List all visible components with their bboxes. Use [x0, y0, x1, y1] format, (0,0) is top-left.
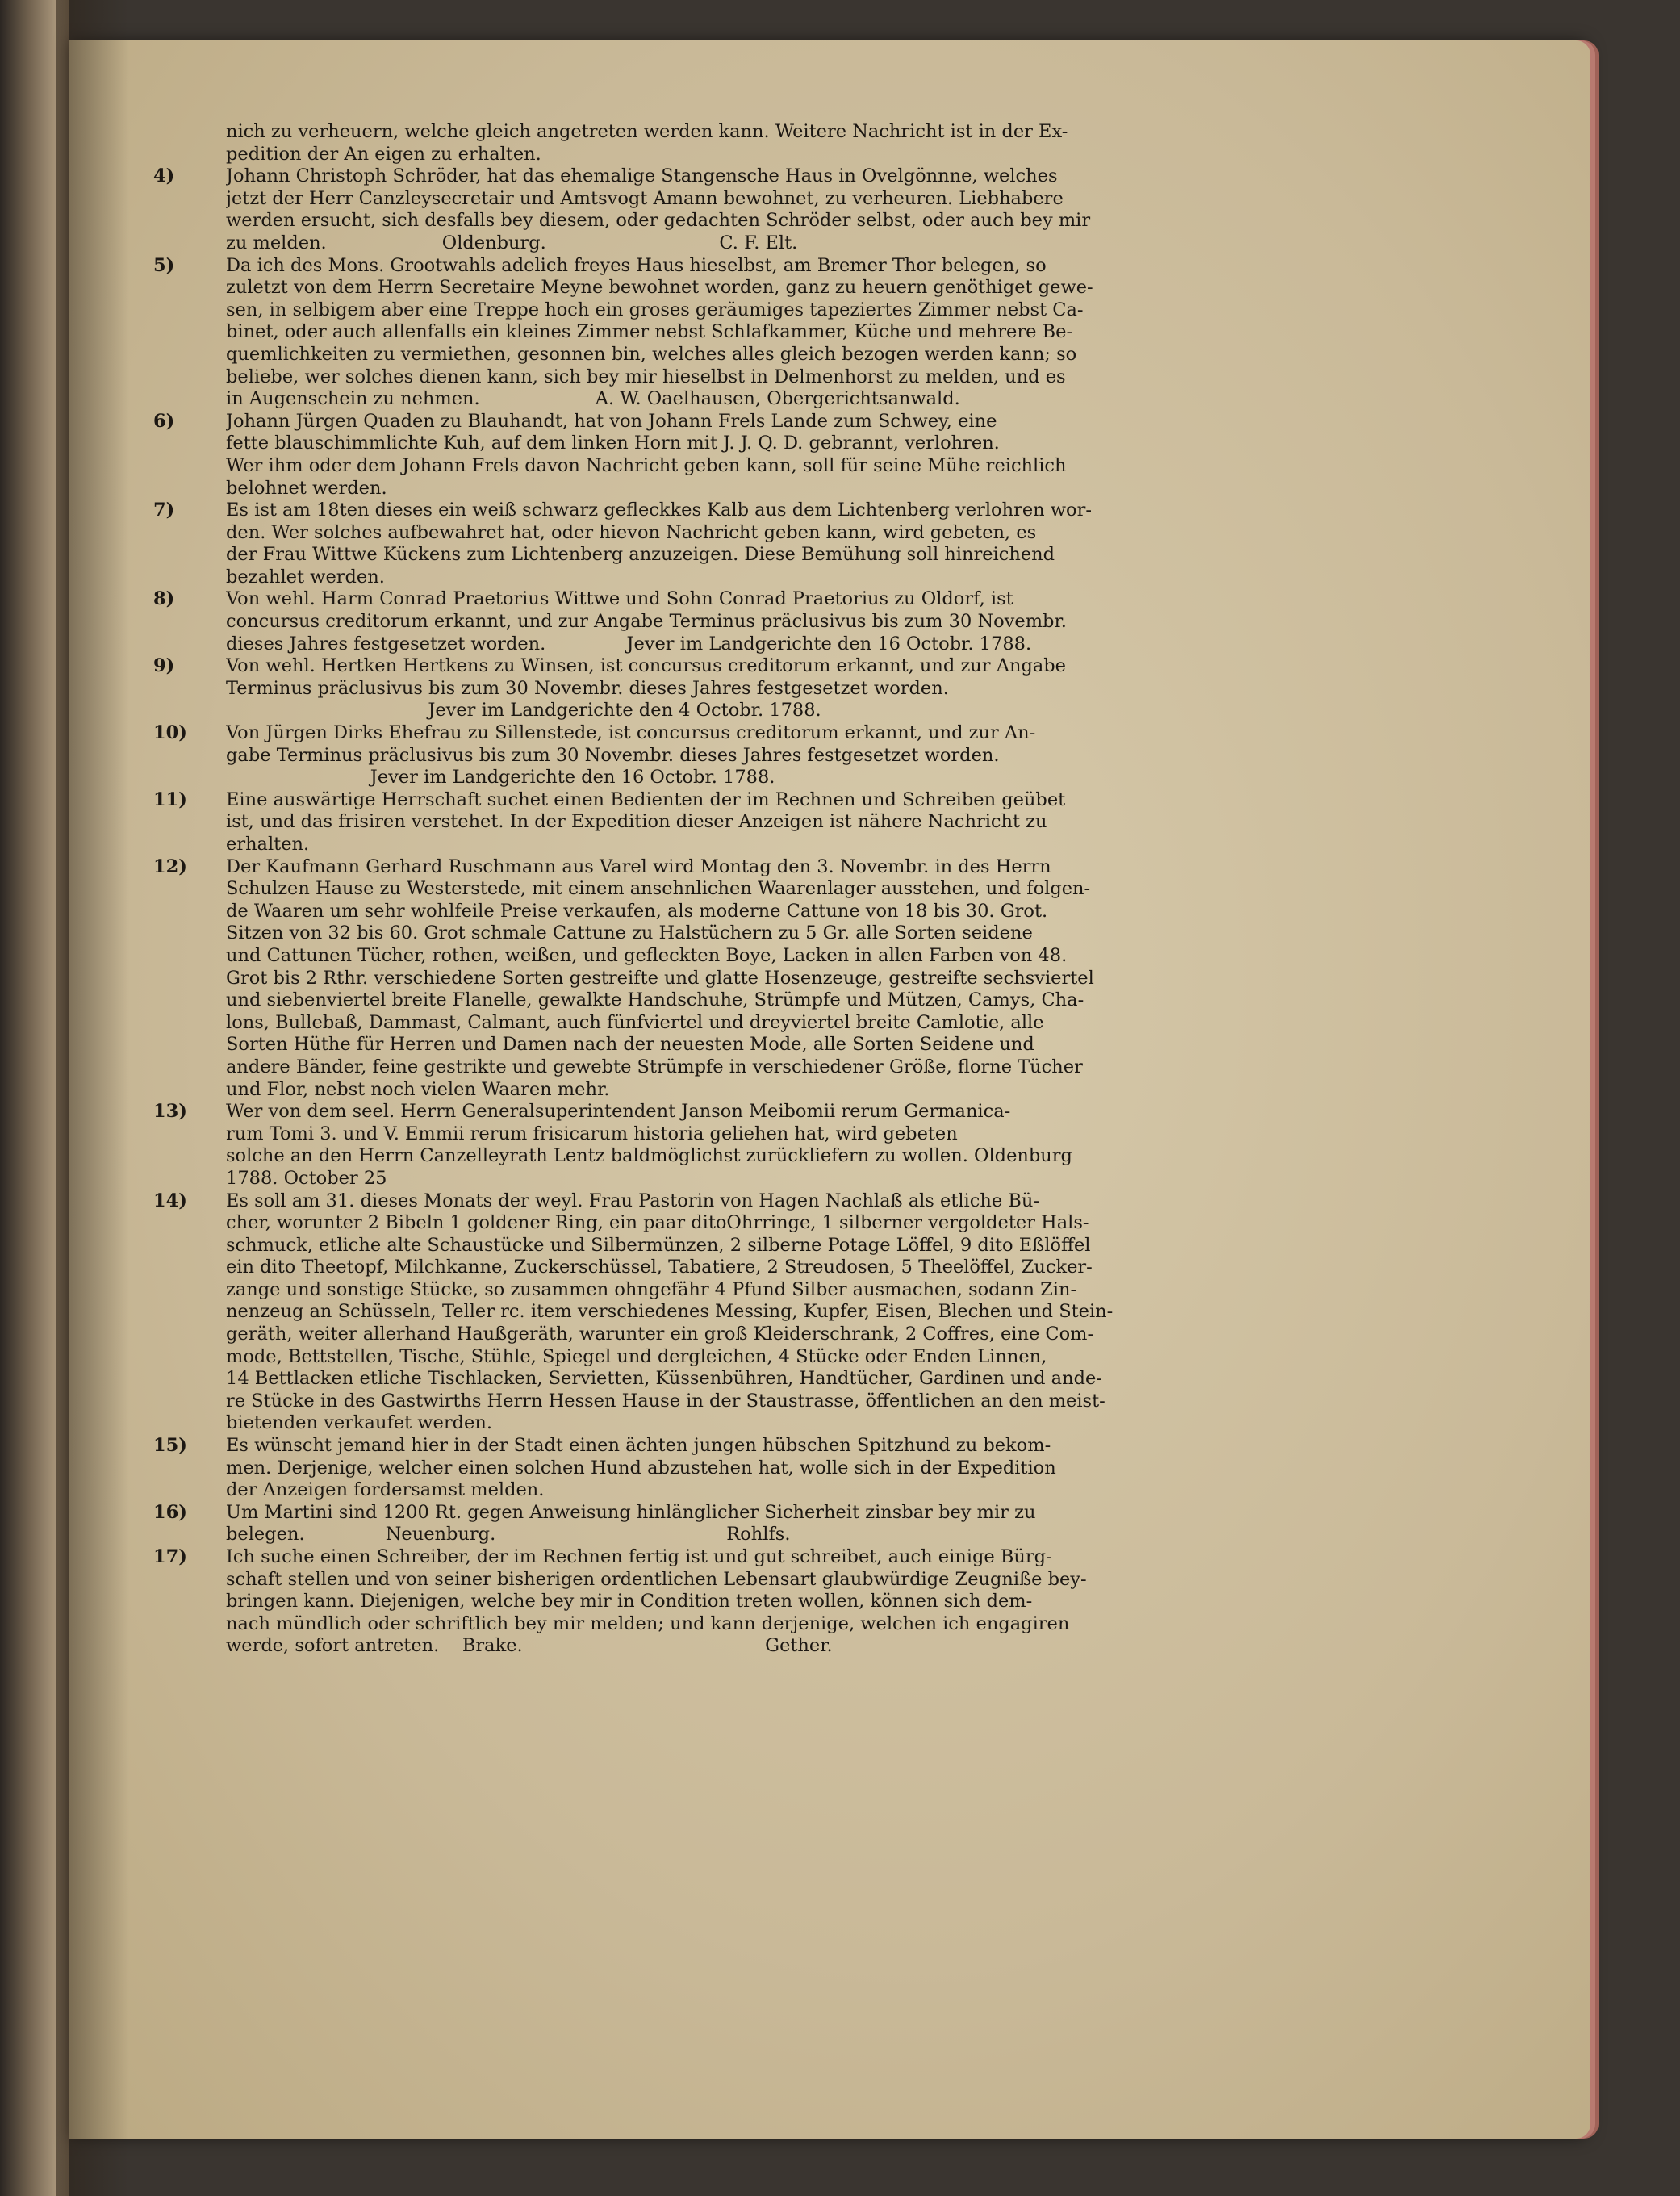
- notice-line: Grot bis 2 Rthr. verschiedene Sorten gestreifte und glatte Hosenzeuge, gestreifte sechsviertel: [226, 967, 1094, 989]
- notice-line: Terminus präclusivus bis zum 30 Novembr. dieses Jahres festgesetzet worden.: [226, 677, 949, 699]
- notice-line: andere Bänder, feine gestrikte und gewebte Strümpfe in verschiedener Größe, florne Tücher: [226, 1056, 1083, 1077]
- notice-number: 11): [153, 788, 187, 810]
- notice-line: quemlichkeiten zu vermiethen, gesonnen bin, welches alles gleich bezogen werden kann; so: [226, 343, 1077, 365]
- notice-entry: [153, 655, 1364, 722]
- notice-number: 14): [153, 1190, 187, 1211]
- notice-number: 12): [153, 855, 187, 877]
- notice-line: 1788. October 25: [226, 1167, 387, 1189]
- notice-line: beliebe, wer solches dienen kann, sich bey mir hieselbst in Delmenhorst zu melden, und es: [226, 366, 1066, 387]
- notice-number: 10): [153, 722, 187, 744]
- notice-text: [226, 1101, 1364, 1190]
- lead-line: nich zu verheuern, welche gleich angetreten werden kann. Weitere Nachricht ist in der Ex-: [226, 121, 1068, 142]
- notice-line: gabe Terminus präclusivus bis zum 30 Novembr. dieses Jahres festgesetzet worden.: [226, 744, 1000, 766]
- notice-line: und siebenviertel breite Flanelle, gewalkte Handschuhe, Strümpfe und Mützen, Camys, Cha-: [226, 989, 1084, 1011]
- notice-line: der Frau Wittwe Kückens zum Lichtenberg anzuzeigen. Diese Bemühung soll hinreichend: [226, 544, 1055, 566]
- notice-line: geräth, weiter allerhand Haußgeräth, warunter ein groß Kleiderschrank, 2 Coffres, eine Com-: [226, 1324, 1094, 1345]
- notice-line: schaft stellen und von seiner bisherigen ordentlichen Lebensart glaubwürdige Zeugniße bey-: [226, 1568, 1087, 1590]
- notice-line: Wer ihm oder dem Johann Frels davon Nachricht geben kann, soll für seine Mühe reichlich: [226, 454, 1067, 476]
- notice-text: [226, 1502, 1364, 1546]
- notice-line: solche an den Herrn Canzelleyrath Lentz baldmöglichst zurückliefern zu wollen. Oldenburg: [226, 1145, 1072, 1167]
- lead-paragraph: [153, 121, 1364, 165]
- notice-entry: [153, 165, 1364, 254]
- notice-line: Jever im Landgerichte den 4 Octobr. 1788.: [226, 700, 821, 722]
- notice-text: [226, 1435, 1364, 1502]
- page-text: [153, 121, 1364, 1658]
- notice-entry: [153, 789, 1364, 856]
- notice-text: [226, 165, 1364, 254]
- notice-text: [226, 588, 1364, 655]
- notice-line: belegen. Neuenburg. Rohlfs.: [226, 1524, 791, 1546]
- notice-text: [226, 655, 1364, 722]
- notice-text: [226, 411, 1364, 500]
- notice-line: zu melden. Oldenburg. C. F. Elt.: [226, 232, 798, 253]
- notice-entry: [153, 856, 1364, 1102]
- notice-number: 15): [153, 1435, 187, 1457]
- notice-line: werden ersucht, sich desfalls bey diesem, oder gedachten Schröder selbst, oder auch bey mir: [226, 210, 1091, 232]
- notice-entry: [153, 722, 1364, 789]
- notice-line: Schulzen Hause zu Westerstede, mit einem ansehnlichen Waarenlager ausstehen, und folgen-: [226, 878, 1091, 900]
- notice-line: Wer von dem seel. Herrn Generalsuperintendent Janson Meibomii rerum Germanica-: [226, 1101, 1011, 1123]
- notice-line: cher, worunter 2 Bibeln 1 goldener Ring, ein paar ditoOhrringe, 1 silberner vergoldeter Hals-: [226, 1212, 1089, 1234]
- notice-line: ist, und das frisiren verstehet. In der Expedition dieser Anzeigen ist nähere Nachricht zu: [226, 811, 1047, 833]
- notice-line: erhalten.: [226, 834, 310, 855]
- notice-line: und Flor, nebst noch vielen Waaren mehr.: [226, 1078, 610, 1100]
- notice-number: 7): [153, 500, 175, 521]
- notice-number: 6): [153, 410, 175, 432]
- notice-line: Johann Christoph Schröder, hat das ehemalige Stangensche Haus in Ovelgönnne, welches: [226, 165, 1058, 187]
- notice-line: belohnet werden.: [226, 477, 387, 499]
- notice-line: Eine auswärtige Herrschaft suchet einen Bedienten der im Rechnen und Schreiben geübet: [226, 788, 1066, 810]
- notice-line: nach mündlich oder schriftlich bey mir melden; und kann derjenige, welchen ich engagiren: [226, 1612, 1070, 1634]
- notice-line: concursus creditorum erkannt, und zur Angabe Terminus präclusivus bis zum 30 Novembr.: [226, 611, 1067, 633]
- notice-line: Ich suche einen Schreiber, der im Rechnen fertig ist und gut schreibet, auch einige Bürg-: [226, 1546, 1052, 1567]
- notice-number: 5): [153, 254, 175, 276]
- notice-line: bringen kann. Diejenigen, welche bey mir in Condition treten wollen, können sich dem-: [226, 1591, 1033, 1612]
- notice-number: 16): [153, 1501, 187, 1523]
- notice-text: [226, 789, 1364, 856]
- notice-line: dieses Jahres festgesetzet worden. Jever im Landgerichte den 16 Octobr. 1788.: [226, 633, 1032, 655]
- notice-number: 9): [153, 655, 175, 677]
- notice-line: Um Martini sind 1200 Rt. gegen Anweisung hinlänglicher Sicherheit zinsbar bey mir zu: [226, 1501, 1036, 1523]
- notice-line: re Stücke in des Gastwirths Herrn Hessen Hause in der Staustrasse, öffentlichen an den meist-: [226, 1390, 1105, 1412]
- notice-entry: [153, 255, 1364, 411]
- notice-number: 4): [153, 165, 175, 187]
- notice-line: bietenden verkaufet werden.: [226, 1412, 492, 1434]
- notice-line: Johann Jürgen Quaden zu Blauhandt, hat von Johann Frels Lande zum Schwey, eine: [226, 410, 997, 432]
- notice-line: ein dito Theetopf, Milchkanne, Zuckerschüssel, Tabatiere, 2 Streudosen, 5 Theelöffel, Zucker-: [226, 1257, 1093, 1278]
- notice-line: zuletzt von dem Herrn Secretaire Meyne bewohnet worden, ganz zu heuern genöthiget gewe-: [226, 277, 1093, 299]
- notice-line: Sorten Hüthe für Herren und Damen nach der neuesten Mode, alle Sorten Seidene und: [226, 1034, 1034, 1056]
- notice-line: der Anzeigen fordersamst melden.: [226, 1479, 545, 1501]
- notice-text: [226, 500, 1364, 588]
- lead-line: pedition der An eigen zu erhalten.: [226, 143, 541, 165]
- notice-number: 17): [153, 1546, 187, 1567]
- notice-line: sen, in selbigem aber eine Treppe hoch ein groses geräumiges tapeziertes Zimmer nebst Ca-: [226, 299, 1084, 320]
- notice-line: schmuck, etliche alte Schaustücke und Silbermünzen, 2 silberne Potage Löffel, 9 dito Eßlöffel: [226, 1234, 1091, 1256]
- notice-line: Jever im Landgerichte den 16 Octobr. 1788.: [226, 767, 775, 788]
- notice-line: werde, sofort antreten. Brake. Gether.: [226, 1635, 833, 1657]
- notice-line: Der Kaufmann Gerhard Ruschmann aus Varel wird Montag den 3. Novembr. in des Herrn: [226, 855, 1051, 877]
- notice-line: und Cattunen Tücher, rothen, weißen, und gefleckten Boye, Lacken in allen Farben von 48.: [226, 944, 1068, 966]
- notice-entry: [153, 500, 1364, 588]
- notice-line: de Waaren um sehr wohlfeile Preise verkaufen, als moderne Cattune von 18 bis 30. Grot.: [226, 900, 1048, 922]
- notice-text: [226, 722, 1364, 789]
- notice-line: Von Jürgen Dirks Ehefrau zu Sillenstede, ist concursus creditorum erkannt, und zur An-: [226, 722, 1036, 744]
- notice-line: in Augenschein zu nehmen. A. W. Oaelhausen, Obergerichtsanwald.: [226, 388, 960, 410]
- notice-line: Es wünscht jemand hier in der Stadt einen ächten jungen hübschen Spitzhund zu bekom-: [226, 1435, 1051, 1457]
- notice-text: [226, 1190, 1364, 1436]
- notice-line: zange und sonstige Stücke, so zusammen ohngefähr 4 Pfund Silber ausmachen, sodann Zin-: [226, 1278, 1077, 1300]
- notice-line: nenzeug an Schüsseln, Teller rc. item verschiedenes Messing, Kupfer, Eisen, Blechen und Stein-: [226, 1301, 1114, 1323]
- notice-entry: [153, 1101, 1364, 1190]
- notice-line: 14 Bettlacken etliche Tischlacken, Servietten, Küssenbühren, Handtücher, Gardinen und ande-: [226, 1368, 1102, 1390]
- notice-entry: [153, 588, 1364, 655]
- notice-line: Von wehl. Harm Conrad Praetorius Wittwe und Sohn Conrad Praetorius zu Oldorf, ist: [226, 588, 1013, 610]
- notice-text: [226, 856, 1364, 1102]
- notice-line: Es soll am 31. dieses Monats der weyl. Frau Pastorin von Hagen Nachlaß als etliche Bü-: [226, 1190, 1039, 1211]
- notice-text: [226, 1546, 1364, 1658]
- notice-line: rum Tomi 3. und V. Emmii rerum frisicarum historia geliehen hat, wird gebeten: [226, 1123, 958, 1144]
- notice-line: fette blauschimmlichte Kuh, auf dem linken Horn mit J. J. Q. D. gebrannt, verlohren.: [226, 433, 1000, 454]
- notice-text: [226, 255, 1364, 411]
- notice-line: Sitzen von 32 bis 60. Grot schmale Cattune zu Halstüchern zu 5 Gr. alle Sorten seidene: [226, 922, 1033, 944]
- notice-entry: [153, 411, 1364, 500]
- notice-entry: [153, 1502, 1364, 1546]
- notice-line: binet, oder auch allenfalls ein kleines Zimmer nebst Schlafkammer, Küche und mehrere Be-: [226, 321, 1073, 343]
- notice-number: 13): [153, 1101, 187, 1123]
- notice-line: Von wehl. Hertken Hertkens zu Winsen, ist concursus creditorum erkannt, und zur Angabe: [226, 655, 1066, 677]
- notice-line: Es ist am 18ten dieses ein weiß schwarz gefleckkes Kalb aus dem Lichtenberg verlohren wor-: [226, 500, 1092, 521]
- notice-entry: [153, 1546, 1364, 1658]
- notice-line: den. Wer solches aufbewahret hat, oder hievon Nachricht geben kann, wird gebeten, es: [226, 521, 1037, 543]
- book-spine-shadow: [56, 0, 129, 2196]
- notice-entry: [153, 1190, 1364, 1436]
- notice-line: men. Derjenige, welcher einen solchen Hund abzustehen hat, wolle sich in der Expedition: [226, 1457, 1056, 1479]
- notice-line: lons, Bullebaß, Dammast, Calmant, auch fünfviertel und dreyviertel breite Camlotie, alle: [226, 1011, 1044, 1033]
- notice-entry: [153, 1435, 1364, 1502]
- notice-line: jetzt der Herr Canzleysecretair und Amtsvogt Amann bewohnet, zu verheuren. Liebhabere: [226, 187, 1064, 209]
- notice-line: Da ich des Mons. Grootwahls adelich freyes Haus hieselbst, am Bremer Thor belegen, so: [226, 254, 1047, 276]
- notice-line: bezahlet werden.: [226, 566, 385, 588]
- notice-line: mode, Bettstellen, Tische, Stühle, Spiegel und dergleichen, 4 Stücke oder Enden Linnen,: [226, 1345, 1047, 1367]
- notice-number: 8): [153, 588, 175, 610]
